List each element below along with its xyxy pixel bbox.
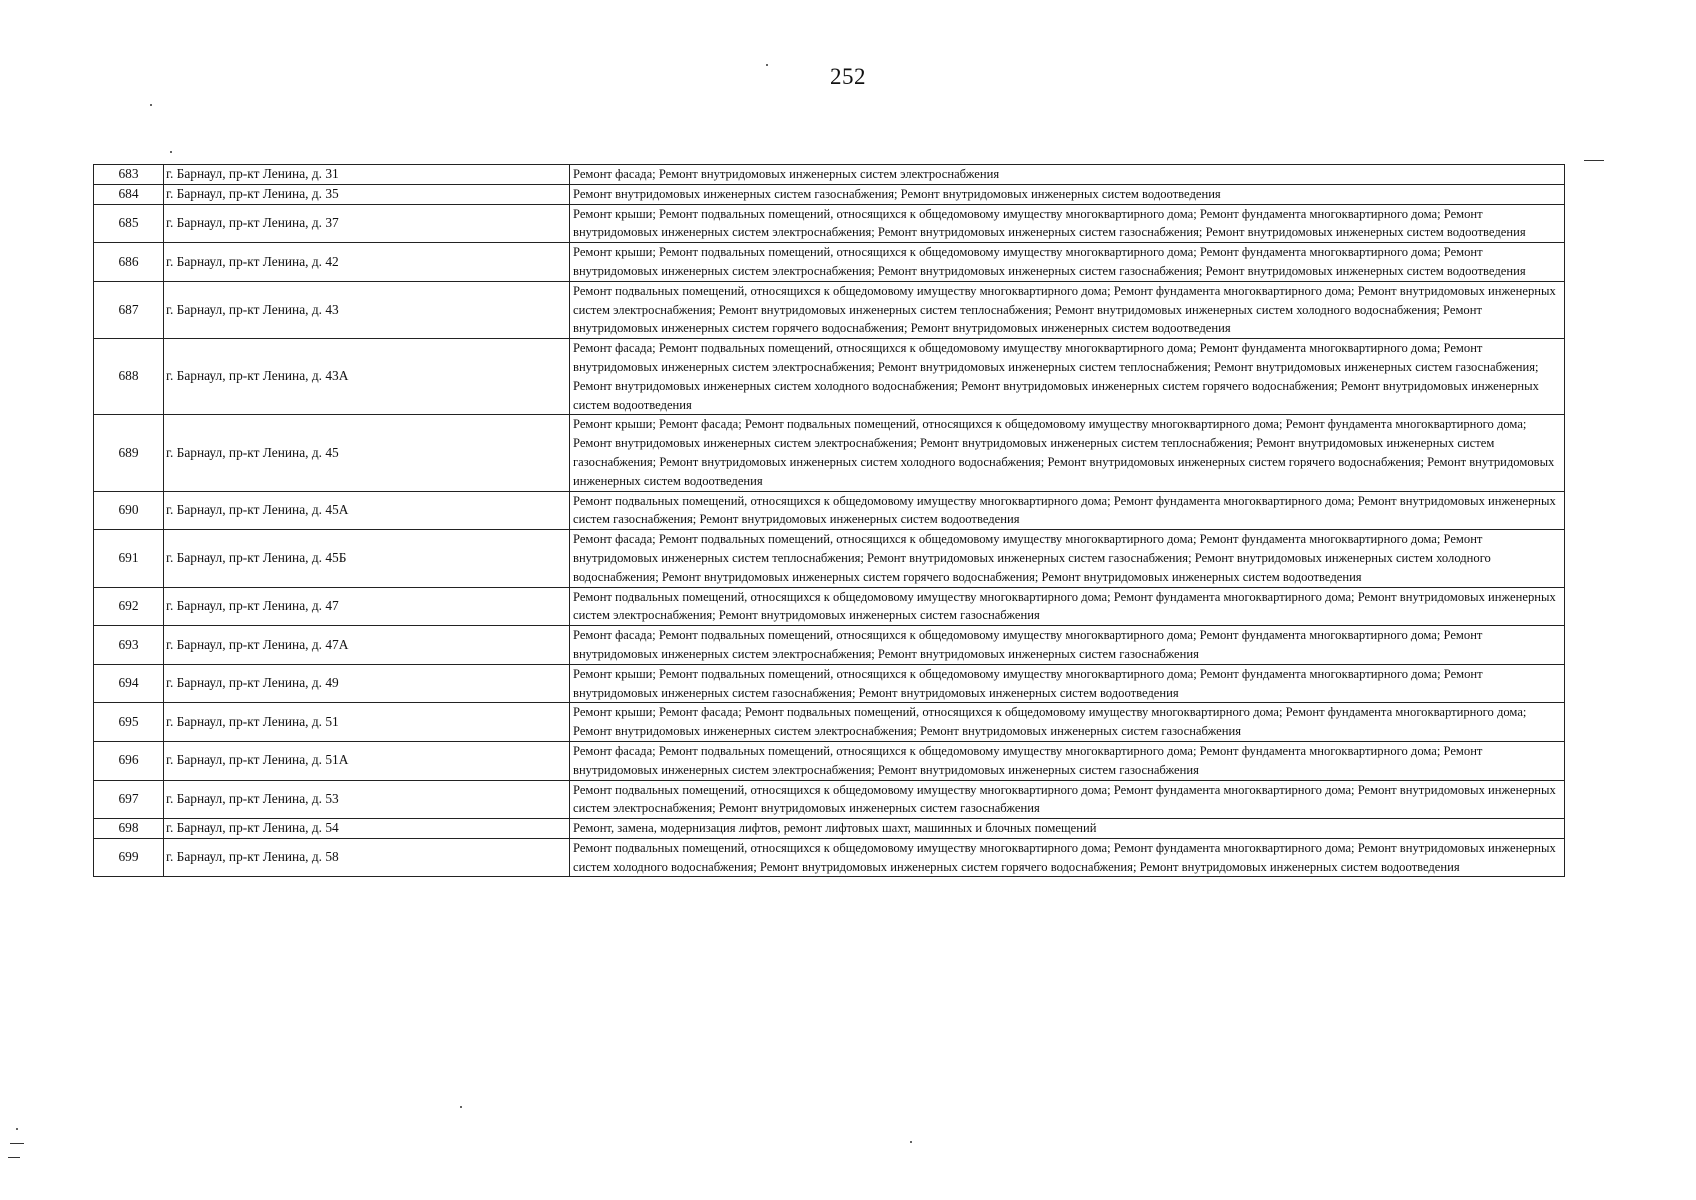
scan-speck: [16, 1128, 18, 1130]
row-works: Ремонт крыши; Ремонт подвальных помещений, относящихся к общедомовому имуществу многоквартирного дома; Ремонт фундамента многоквартирного дома; Ремонт внутридомовых инженерных систем электроснабжения; Ремонт внутридомовых инженерных систем газоснабжения; Ремонт внутридомовых инженерных систем водоотведения: [570, 243, 1565, 282]
row-address: г. Барнаул, пр-кт Ленина, д. 53: [164, 780, 570, 819]
row-address: г. Барнаул, пр-кт Ленина, д. 58: [164, 838, 570, 877]
scan-speck: [460, 1106, 462, 1108]
row-number: 684: [94, 184, 164, 204]
row-number: 689: [94, 415, 164, 491]
row-number: 687: [94, 281, 164, 338]
scan-speck: [170, 151, 172, 153]
row-works: Ремонт фасада; Ремонт подвальных помещений, относящихся к общедомовому имуществу многоквартирного дома; Ремонт фундамента многоквартирного дома; Ремонт внутридомовых инженерных систем электроснабжения; Ремонт внутридомовых инженерных систем теплоснабжения; Ремонт внутридомовых инженерных систем газоснабжения; Ремонт внутридомовых инженерных систем холодного водоснабжения; Ремонт внутридомовых инженерных систем горячего водоснабжения; Ремонт внутридомовых инженерных систем водоотведения: [570, 339, 1565, 415]
row-number: 699: [94, 838, 164, 877]
row-works: Ремонт внутридомовых инженерных систем газоснабжения; Ремонт внутридомовых инженерных систем водоотведения: [570, 184, 1565, 204]
row-number: 683: [94, 165, 164, 185]
row-address: г. Барнаул, пр-кт Ленина, д. 45А: [164, 491, 570, 530]
table-row: [94, 703, 1565, 742]
table-row: [94, 415, 1565, 491]
table-row: [94, 281, 1565, 338]
row-number: 691: [94, 530, 164, 587]
scan-speck: [10, 1143, 24, 1144]
row-address: г. Барнаул, пр-кт Ленина, д. 31: [164, 165, 570, 185]
table-row: [94, 664, 1565, 703]
scan-speck: [1584, 160, 1604, 161]
row-number: 686: [94, 243, 164, 282]
row-number: 695: [94, 703, 164, 742]
row-works: Ремонт крыши; Ремонт фасада; Ремонт подвальных помещений, относящихся к общедомовому имуществу многоквартирного дома; Ремонт фундамента многоквартирного дома; Ремонт внутридомовых инженерных систем электроснабжения; Ремонт внутридомовых инженерных систем газоснабжения: [570, 703, 1565, 742]
table-row: [94, 838, 1565, 877]
page-number: 252: [830, 64, 866, 89]
row-works: Ремонт подвальных помещений, относящихся к общедомовому имуществу многоквартирного дома; Ремонт фундамента многоквартирного дома; Ремонт внутридомовых инженерных систем электроснабжения; Ремонт внутридомовых инженерных систем теплоснабжения; Ремонт внутридомовых инженерных систем холодного водоснабжения; Ремонт внутридомовых инженерных систем горячего водоснабжения; Ремонт внутридомовых инженерных систем водоотведения: [570, 281, 1565, 338]
table-row: [94, 243, 1565, 282]
scan-speck: [8, 1157, 20, 1158]
row-address: г. Барнаул, пр-кт Ленина, д. 47: [164, 587, 570, 626]
row-works: Ремонт, замена, модернизация лифтов, ремонт лифтовых шахт, машинных и блочных помещений: [570, 819, 1565, 839]
row-number: 698: [94, 819, 164, 839]
row-address: г. Барнаул, пр-кт Ленина, д. 47А: [164, 626, 570, 665]
table-row: [94, 587, 1565, 626]
scan-speck: [766, 64, 768, 66]
table-row: [94, 339, 1565, 415]
table-row: [94, 491, 1565, 530]
table-row: [94, 780, 1565, 819]
row-works: Ремонт крыши; Ремонт подвальных помещений, относящихся к общедомовому имуществу многоквартирного дома; Ремонт фундамента многоквартирного дома; Ремонт внутридомовых инженерных систем газоснабжения; Ремонт внутридомовых инженерных систем водоотведения: [570, 664, 1565, 703]
row-number: 694: [94, 664, 164, 703]
row-works: Ремонт фасада; Ремонт подвальных помещений, относящихся к общедомовому имуществу многоквартирного дома; Ремонт фундамента многоквартирного дома; Ремонт внутридомовых инженерных систем теплоснабжения; Ремонт внутридомовых инженерных систем газоснабжения; Ремонт внутридомовых инженерных систем холодного водоснабжения; Ремонт внутридомовых инженерных систем горячего водоснабжения; Ремонт внутридомовых инженерных систем водоотведения: [570, 530, 1565, 587]
row-number: 688: [94, 339, 164, 415]
scan-speck: [150, 104, 152, 106]
row-works: Ремонт подвальных помещений, относящихся к общедомовому имуществу многоквартирного дома; Ремонт фундамента многоквартирного дома; Ремонт внутридомовых инженерных систем электроснабжения; Ремонт внутридомовых инженерных систем газоснабжения: [570, 780, 1565, 819]
row-works: Ремонт фасада; Ремонт подвальных помещений, относящихся к общедомовому имуществу многоквартирного дома; Ремонт фундамента многоквартирного дома; Ремонт внутридомовых инженерных систем электроснабжения; Ремонт внутридомовых инженерных систем газоснабжения: [570, 626, 1565, 665]
row-address: г. Барнаул, пр-кт Ленина, д. 45: [164, 415, 570, 491]
row-works: Ремонт подвальных помещений, относящихся к общедомовому имуществу многоквартирного дома; Ремонт фундамента многоквартирного дома; Ремонт внутридомовых инженерных систем газоснабжения; Ремонт внутридомовых инженерных систем водоотведения: [570, 491, 1565, 530]
row-number: 692: [94, 587, 164, 626]
row-address: г. Барнаул, пр-кт Ленина, д. 51: [164, 703, 570, 742]
repair-works-table: [93, 164, 1565, 877]
row-number: 693: [94, 626, 164, 665]
table-row: [94, 819, 1565, 839]
row-address: г. Барнаул, пр-кт Ленина, д. 43А: [164, 339, 570, 415]
row-address: г. Барнаул, пр-кт Ленина, д. 45Б: [164, 530, 570, 587]
row-works: Ремонт крыши; Ремонт фасада; Ремонт подвальных помещений, относящихся к общедомовому имуществу многоквартирного дома; Ремонт фундамента многоквартирного дома; Ремонт внутридомовых инженерных систем электроснабжения; Ремонт внутридомовых инженерных систем теплоснабжения; Ремонт внутридомовых инженерных систем газоснабжения; Ремонт внутридомовых инженерных систем холодного водоснабжения; Ремонт внутридомовых инженерных систем горячего водоснабжения; Ремонт внутридомовых инженерных систем водоотведения: [570, 415, 1565, 491]
row-address: г. Барнаул, пр-кт Ленина, д. 43: [164, 281, 570, 338]
table-row: [94, 165, 1565, 185]
row-number: 690: [94, 491, 164, 530]
table-row: [94, 204, 1565, 243]
row-number: 696: [94, 741, 164, 780]
row-works: Ремонт подвальных помещений, относящихся к общедомовому имуществу многоквартирного дома; Ремонт фундамента многоквартирного дома; Ремонт внутридомовых инженерных систем холодного водоснабжения; Ремонт внутридомовых инженерных систем горячего водоснабжения; Ремонт внутридомовых инженерных систем водоотведения: [570, 838, 1565, 877]
row-address: г. Барнаул, пр-кт Ленина, д. 54: [164, 819, 570, 839]
row-works: Ремонт подвальных помещений, относящихся к общедомовому имуществу многоквартирного дома; Ремонт фундамента многоквартирного дома; Ремонт внутридомовых инженерных систем электроснабжения; Ремонт внутридомовых инженерных систем газоснабжения: [570, 587, 1565, 626]
row-address: г. Барнаул, пр-кт Ленина, д. 49: [164, 664, 570, 703]
row-address: г. Барнаул, пр-кт Ленина, д. 42: [164, 243, 570, 282]
table-row: [94, 626, 1565, 665]
row-number: 685: [94, 204, 164, 243]
table-row: [94, 184, 1565, 204]
row-works: Ремонт фасада; Ремонт внутридомовых инженерных систем электроснабжения: [570, 165, 1565, 185]
row-works: Ремонт фасада; Ремонт подвальных помещений, относящихся к общедомовому имуществу многоквартирного дома; Ремонт фундамента многоквартирного дома; Ремонт внутридомовых инженерных систем электроснабжения; Ремонт внутридомовых инженерных систем газоснабжения: [570, 741, 1565, 780]
row-number: 697: [94, 780, 164, 819]
row-address: г. Барнаул, пр-кт Ленина, д. 51А: [164, 741, 570, 780]
scan-speck: [910, 1141, 912, 1143]
row-address: г. Барнаул, пр-кт Ленина, д. 35: [164, 184, 570, 204]
row-address: г. Барнаул, пр-кт Ленина, д. 37: [164, 204, 570, 243]
table-row: [94, 530, 1565, 587]
row-works: Ремонт крыши; Ремонт подвальных помещений, относящихся к общедомовому имуществу многоквартирного дома; Ремонт фундамента многоквартирного дома; Ремонт внутридомовых инженерных систем электроснабжения; Ремонт внутридомовых инженерных систем газоснабжения; Ремонт внутридомовых инженерных систем водоотведения: [570, 204, 1565, 243]
table-row: [94, 741, 1565, 780]
